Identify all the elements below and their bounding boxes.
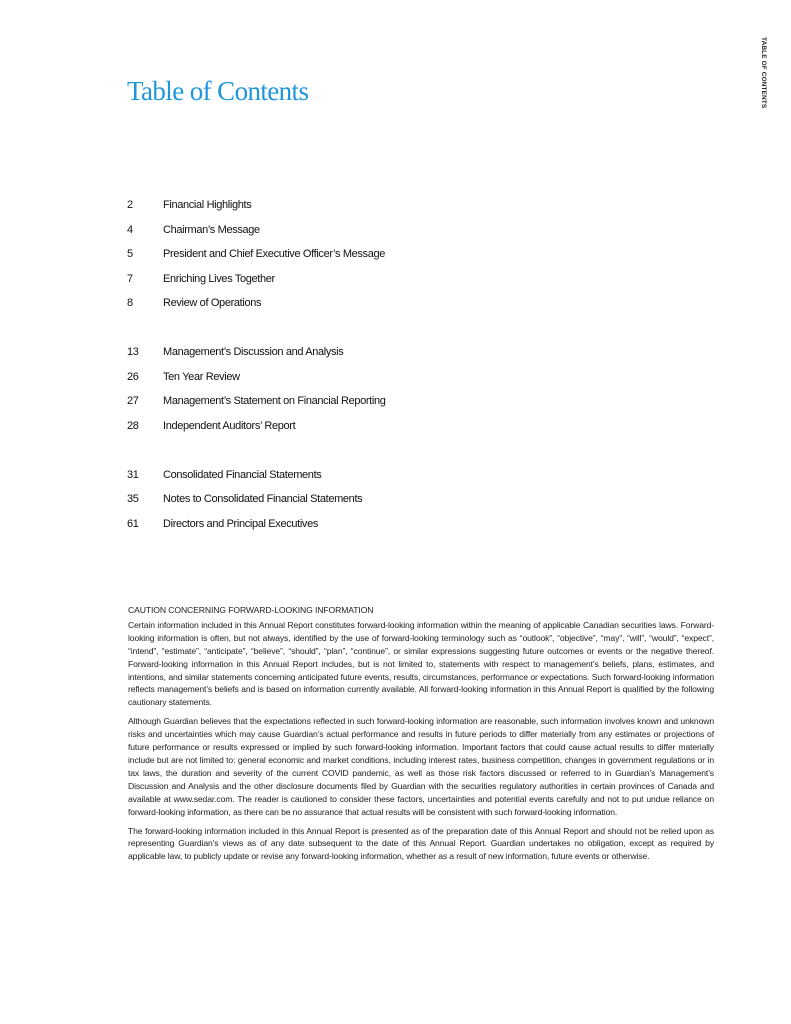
toc-entry-label: Consolidated Financial Statements xyxy=(163,468,322,481)
toc-entry-notes[interactable] xyxy=(127,487,687,512)
toc-page-number: 2 xyxy=(127,199,133,212)
toc-page-number: 26 xyxy=(127,370,139,383)
toc-entry-label: Chairman’s Message xyxy=(163,223,260,236)
caution-paragraph-2: Although Guardian believes that the expectations reflected in such forward-looking information are reasonable, such information involves known and unknown risks and uncertainties which may cause Guardian’s actual performance and results in future periods to differ materially from any estimates or projections of future performance or results expressed or implied by such forward-looking information. Important factors that could cause actual results to differ materially include but are not limited to: general economic and market conditions, including interest rates, business competition, changes in government regulations or in tax laws, the duration and severity of the current COVID pandemic, as well as those risk factors discussed or referred to in Guardian’s Management’s Discussion and Analysis and the other disclosure documents filed by Guardian with the securities regulatory authorities in certain provinces of Canada and available at www.sedar.com. The reader is cautioned to consider these factors, uncertainties and potential events carefully and not to put undue reliance on forward-looking information, as there can be no assurance that actual results will be consistent with such forward-looking information. xyxy=(128,716,714,817)
toc-entry-label: Enriching Lives Together xyxy=(163,272,275,285)
toc-page-number: 61 xyxy=(127,517,139,530)
toc-entry-ten-year-review[interactable] xyxy=(127,365,687,390)
toc-entry-review-of-operations[interactable] xyxy=(127,291,687,316)
toc-entry-management-statement[interactable] xyxy=(127,389,687,414)
toc-page-number: 27 xyxy=(127,395,139,408)
toc-entry-mdna[interactable] xyxy=(127,340,687,365)
toc-entry-label: Management’s Discussion and Analysis xyxy=(163,346,344,359)
toc-entry-chairmans-message[interactable] xyxy=(127,218,687,243)
toc-entry-consolidated-statements[interactable] xyxy=(127,463,687,488)
toc-page-number: 4 xyxy=(127,223,133,236)
toc-entry-label: Notes to Consolidated Financial Statements xyxy=(163,493,363,506)
toc-entry-president-ceo-message[interactable] xyxy=(127,242,687,267)
side-section-tab: TABLE OF CONTENTS xyxy=(760,37,767,109)
toc-page-number: 8 xyxy=(127,297,133,310)
forward-looking-caution xyxy=(128,604,714,869)
toc-entry-label: Financial Highlights xyxy=(163,199,252,212)
toc-page-number: 7 xyxy=(127,272,133,285)
toc-group-3 xyxy=(127,463,687,537)
toc-entry-label: Management’s Statement on Financial Reporting xyxy=(163,395,386,408)
toc-page-number: 28 xyxy=(127,419,139,432)
toc-page-number: 35 xyxy=(127,493,139,506)
caution-heading: CAUTION CONCERNING FORWARD-LOOKING INFORMATION xyxy=(128,605,374,615)
toc-entry-label: Independent Auditors’ Report xyxy=(163,419,296,432)
toc-entry-label: Review of Operations xyxy=(163,297,262,310)
toc-entry-directors[interactable] xyxy=(127,512,687,537)
table-of-contents xyxy=(127,193,687,536)
toc-group-1 xyxy=(127,193,687,316)
toc-page-number: 31 xyxy=(127,468,139,481)
toc-entry-label: President and Chief Executive Officer’s Message xyxy=(163,248,386,261)
toc-group-2 xyxy=(127,340,687,438)
page-title: Table of Contents xyxy=(127,76,309,106)
toc-entry-label: Ten Year Review xyxy=(163,370,240,383)
toc-page-number: 13 xyxy=(127,346,139,359)
caution-paragraph-1: Certain information included in this Annual Report constitutes forward-looking information within the meaning of applicable Canadian securities laws. Forward-looking information is often, but not always, identified by the use of forward-looking terminology such as “outlook”, “objective”, “may”, “will”, “would”, “expect”, “intend”, “estimate”, “anticipate”, “believe”, “should”, “plan”, “continue”, or similar expressions suggesting future outcomes or events or the negative thereof. Forward-looking information in this Annual Report includes, but is not limited to, statements with respect to management’s beliefs, plans, estimates, and intentions, and similar statements concerning anticipated future events, results, circumstances, performance or expectations. Such forward-looking information reflects management’s beliefs and is based on information currently available. All forward-looking information in this Annual Report is qualified by the following cautionary statements. xyxy=(128,619,714,708)
toc-entry-auditors-report[interactable] xyxy=(127,414,687,439)
toc-entry-financial-highlights[interactable] xyxy=(127,193,687,218)
toc-page-number: 5 xyxy=(127,248,133,261)
toc-entry-label: Directors and Principal Executives xyxy=(163,517,319,530)
toc-entry-enriching-lives-together[interactable] xyxy=(127,267,687,292)
caution-paragraph-3: The forward-looking information included in this Annual Report is presented as of the preparation date of this Annual Report and should not be relied upon as representing Guardian’s views as of any date subsequent to the date of this Annual Report. Guardian undertakes no obligation, except as required by applicable law, to publicly update or revise any forward-looking information, whether as a result of new information, future events or otherwise. xyxy=(128,825,714,862)
